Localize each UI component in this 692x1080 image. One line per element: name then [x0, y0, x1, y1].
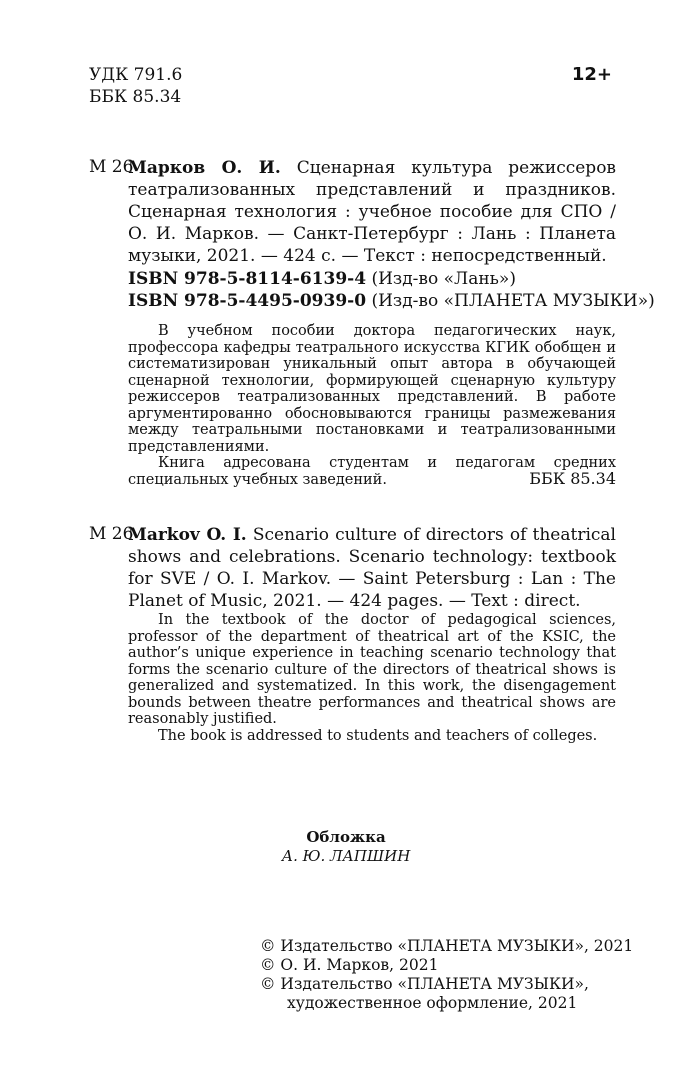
ru-bibliographic-record [128, 157, 616, 267]
ru-abstract [128, 323, 616, 488]
copyright-line: © Издательство «ПЛАНЕТА МУЗЫКИ», 2021 [260, 937, 634, 955]
copyright-block [260, 937, 633, 1013]
en-bibliographic-record [128, 524, 616, 612]
cover-artist: А. Ю. ЛАПШИН [281, 847, 411, 865]
en-author-index: М 26 [89, 524, 134, 544]
udk-code: УДК 791.6 [89, 65, 183, 85]
copyright-line: художественное оформление, 2021 [287, 994, 578, 1012]
copyright-line: © О. И. Марков, 2021 [260, 956, 439, 974]
ru-author: Марков О. И. [128, 158, 281, 178]
ru-record-text: Сценарная культура режиссеров театрализованных представлений и праздников. Сценарная технология : учебное пособие для СПО / О. И. Марков. — Санкт-Петербург : Лань : Планета музыки, 2021. — 424 с. — Текст : непосредственный. [128, 158, 616, 266]
isbn-1-publisher: (Изд-во «Лань») [371, 269, 516, 289]
ru-author-index: М 26 [89, 157, 134, 177]
age-rating: 12+ [571, 64, 612, 85]
cover-credit [0, 828, 692, 866]
copyright-line: © Издательство «ПЛАНЕТА МУЗЫКИ», [260, 975, 589, 993]
en-author: Markov O. I. [128, 525, 247, 545]
isbn-2: ISBN 978-5-4495-0939-0 [128, 291, 367, 311]
ru-abstract-paragraph: В учебном пособии доктора педагогических наук, профессора кафедры театрального искусства КГИК обобщен и систематизирован уникальный опыт автора в обучающей сценарной технологии, формирующей сценарную культуру режиссеров театрализованных представлений. В работе аргументированно обосновываются границы размежевания между театральными постановками и театрализованными представлениями. [128, 323, 616, 455]
ru-bbk-code: ББК 85.34 [529, 469, 616, 488]
bbk-code: ББК 85.34 [89, 87, 182, 107]
ru-abstract-paragraph: Книга адресована студентам и педагогам средних специальных учебных заведений. [128, 455, 616, 488]
isbn-1: ISBN 978-5-8114-6139-4 [128, 269, 367, 289]
en-abstract [128, 612, 616, 744]
cover-label: Обложка [306, 828, 386, 846]
ru-isbn-block [128, 268, 655, 312]
en-abstract-paragraph: The book is addressed to students and teachers of colleges. [158, 727, 598, 744]
en-abstract-paragraph: In the textbook of the doctor of pedagogical sciences, professor of the department of theatrical art of the KSIC, the author’s unique experience in teaching scenario technology that forms the scenario culture of the directors of theatrical shows is generalized and systematized. In this work, the disengagement bounds between theatre performances and theatrical shows are reasonably justified. [128, 612, 616, 727]
isbn-2-publisher: (Изд-во «ПЛАНЕТА МУЗЫКИ») [371, 291, 655, 311]
en-record-text: Scenario culture of directors of theatrical shows and celebrations. Scenario technology: textbook for SVE / O. I. Markov. — Saint Petersburg : Lan : The Planet of Music, 2021. — 424 pages. — Text : direct. [128, 525, 616, 611]
